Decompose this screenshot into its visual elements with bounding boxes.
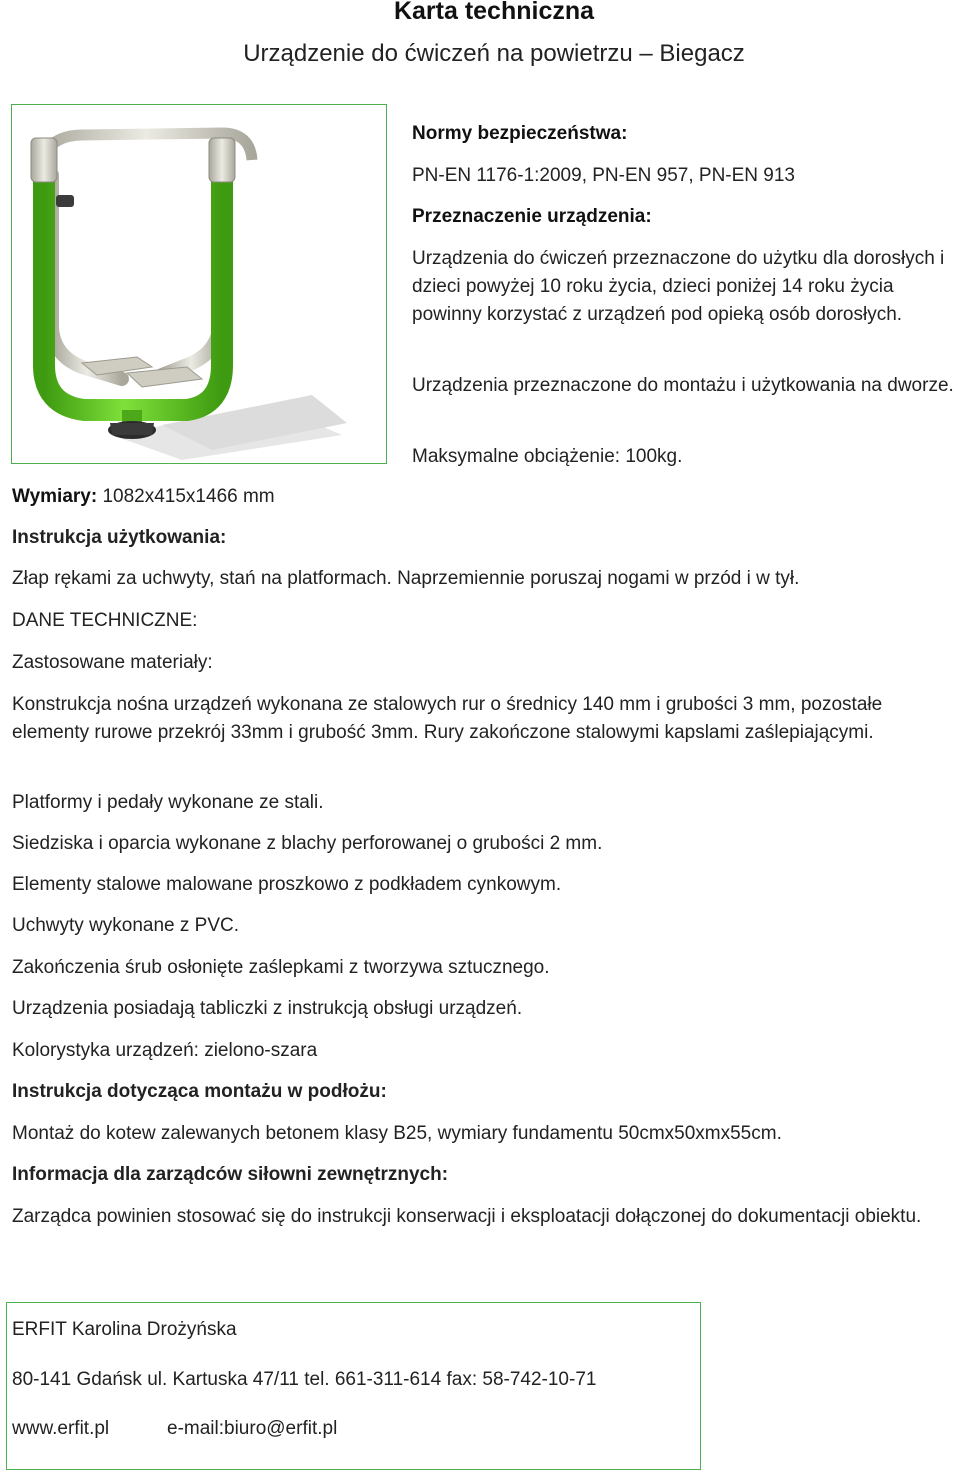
managers-label: Informacja dla zarządców siłowni zewnętrznych: xyxy=(12,1164,449,1185)
dimensions xyxy=(12,483,956,511)
material-item: Zakończenia śrub osłonięte zaślepkami z tworzywa sztucznego. xyxy=(12,957,550,978)
material-item: Elementy stalowe malowane proszkowo z podkładem cynkowym. xyxy=(12,874,562,895)
max-load: Maksymalne obciążenie: 100kg. xyxy=(412,446,683,467)
company-website[interactable]: www.erfit.pl xyxy=(12,1418,110,1439)
material-item: Kolorystyka urządzeń: zielono-szara xyxy=(12,1040,318,1061)
materials-label: Zastosowane materiały: xyxy=(12,652,213,673)
page-subtitle: Urządzenie do ćwiczeń na powietrzu – Biegacz xyxy=(243,40,745,67)
instructions-label: Instrukcja użytkowania: xyxy=(12,527,227,548)
norms-label: Normy bezpieczeństwa: xyxy=(412,123,628,144)
material-item: Urządzenia posiadają tabliczki z instrukcją obsługi urządzeń. xyxy=(12,998,523,1019)
material-item: Uchwyty wykonane z PVC. xyxy=(12,915,240,936)
managers-text: Zarządca powinien stosować się do instrukcji konserwacji i eksploatacji dołączonej do dokumentacji obiektu. xyxy=(12,1206,922,1227)
page-title: Karta techniczna xyxy=(393,0,595,25)
mounting-label: Instrukcja dotycząca montażu w podłożu: xyxy=(12,1081,387,1102)
norms-value: PN-EN 1176-1:2009, PN-EN 957, PN-EN 913 xyxy=(412,165,795,186)
mounting-text: Montaż do kotew zalewanych betonem klasy B25, wymiary fundamentu 50cmx50xmx55cm. xyxy=(12,1123,782,1144)
purpose-text: Urządzenia do ćwiczeń przeznaczone do użytku dla dorosłych i dzieci powyżej 10 roku życia, dzieci poniżej 14 roku życia powinny korzystać z urządzeń pod opieką osób dorosłych. xyxy=(412,248,945,325)
outdoor-text: Urządzenia przeznaczone do montażu i użytkowania na dworze. xyxy=(412,375,954,396)
product-image xyxy=(11,104,387,464)
air-walker-equipment-icon xyxy=(12,105,386,463)
dimensions-value: 1082x415x1466 mm xyxy=(102,486,275,507)
material-item: Siedziska i oparcia wykonane z blachy perforowanej o grubości 2 mm. xyxy=(12,833,603,854)
instructions-text: Złap rękami za uchwyty, stań na platformach. Naprzemiennie poruszaj nogami w przód i w tył. xyxy=(12,568,800,589)
company-email[interactable]: e-mail:biuro@erfit.pl xyxy=(167,1418,338,1439)
purpose-label: Przeznaczenie urządzenia: xyxy=(412,206,652,227)
company-address: 80-141 Gdańsk ul. Kartuska 47/11 tel. 661-311-614 fax: 58-742-10-71 xyxy=(12,1369,597,1390)
tech-heading: DANE TECHNICZNE: xyxy=(12,610,198,631)
material-item: Platformy i pedały wykonane ze stali. xyxy=(12,792,324,813)
dimensions-label: Wymiary: xyxy=(12,486,98,507)
company-name: ERFIT Karolina Drożyńska xyxy=(12,1319,237,1340)
material-item: Konstrukcja nośna urządzeń wykonana ze stalowych rur o średnicy 140 mm i grubości 3 mm, pozostałe elementy rurowe przekrój 33mm i grubość 3mm. Rury zakończone stalowymi kapslami zaślepiającymi. xyxy=(12,694,883,743)
